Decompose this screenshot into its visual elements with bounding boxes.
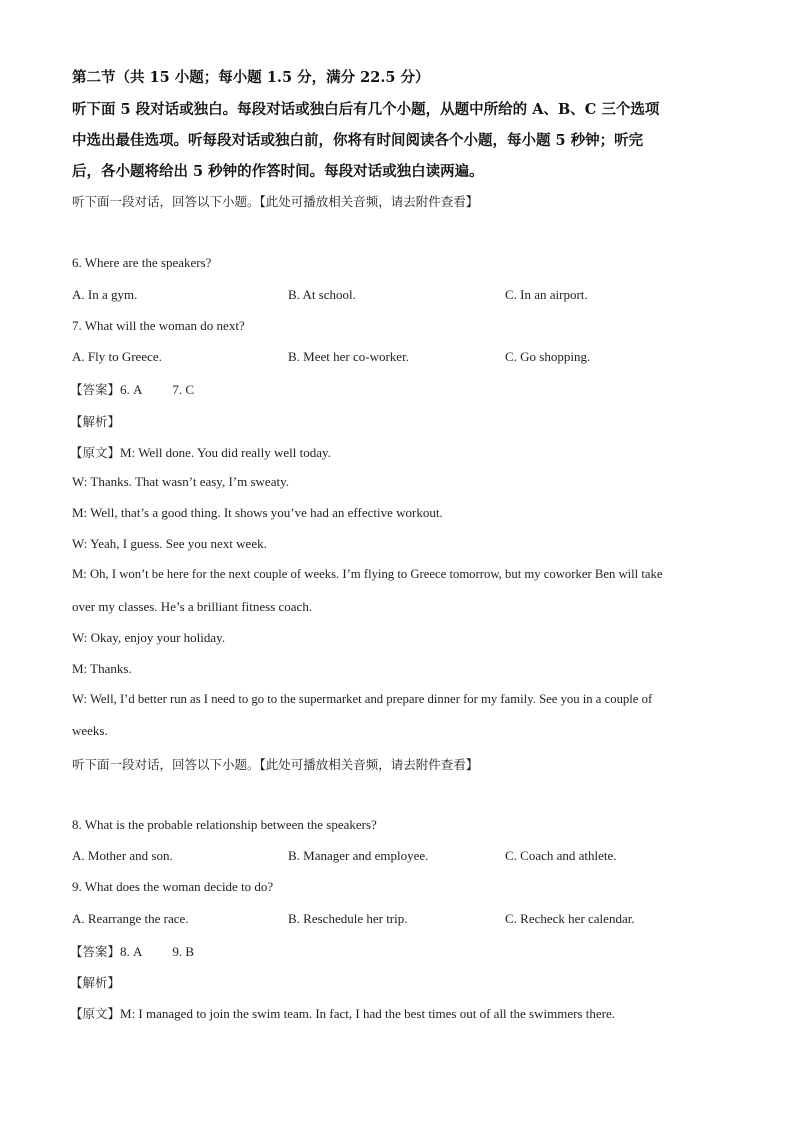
listen-prompt-2: 听下面一段对话，回答以下小题。【此处可播放相关音频，请去附件查看】 bbox=[72, 757, 479, 772]
transcript-line-8: M: Thanks. bbox=[72, 661, 132, 676]
question-6-option-c: C. In an airport. bbox=[505, 287, 588, 302]
question-6-stem: 6. Where are the speakers? bbox=[72, 255, 212, 270]
answer-line-2 bbox=[70, 942, 194, 960]
question-9-option-c: C. Recheck her calendar. bbox=[505, 911, 635, 926]
transcript-text: M: Well done. You did really well today. bbox=[120, 445, 331, 460]
question-7-option-a: A. Fly to Greece. bbox=[72, 349, 162, 364]
question-7-option-c: C. Go shopping. bbox=[505, 349, 591, 364]
instructions-line-1: 听下面 5 段对话或独白。每段对话或独白后有几个小题，从题中所给的 A、B、C 三个选项 bbox=[72, 101, 660, 118]
question-8-option-a: A. Mother and son. bbox=[72, 848, 173, 863]
analysis-label-2: 【解析】 bbox=[70, 975, 121, 990]
transcript-line-7: W: Okay, enjoy your holiday. bbox=[72, 630, 226, 645]
answer-8: 8. A bbox=[120, 944, 143, 959]
section-heading: 第二节（共 15 小题；每小题 1.5 分，满分 22.5 分） bbox=[72, 69, 430, 86]
transcript-line-9: W: Well, I’d better run as I need to go to the supermarket and prepare dinner for my family. See you in a couple of bbox=[72, 692, 653, 706]
question-8-option-c: C. Coach and athlete. bbox=[505, 848, 617, 863]
question-9-stem: 9. What does the woman decide to do? bbox=[72, 879, 274, 894]
transcript-2-line-1 bbox=[70, 1004, 615, 1022]
question-7-stem: 7. What will the woman do next? bbox=[72, 318, 245, 333]
question-8-option-b: B. Manager and employee. bbox=[288, 848, 429, 863]
answer-label: 【答案】 bbox=[70, 382, 121, 397]
transcript-line-10: weeks. bbox=[72, 723, 108, 738]
transcript-line-2: W: Thanks. That wasn’t easy, I’m sweaty. bbox=[72, 474, 289, 489]
transcript-line-1 bbox=[70, 443, 331, 461]
transcript-text: M: I managed to join the swim team. In fact, I had the best times out of all the swimmers there. bbox=[120, 1006, 615, 1021]
transcript-line-3: M: Well, that’s a good thing. It shows you’ve had an effective workout. bbox=[72, 505, 443, 520]
answer-line-1 bbox=[70, 380, 194, 398]
original-label: 【原文】 bbox=[70, 445, 121, 460]
question-9-option-b: B. Reschedule her trip. bbox=[288, 911, 408, 926]
instructions-line-3: 后，各小题将给出 5 秒钟的作答时间。每段对话或独白读两遍。 bbox=[72, 163, 484, 180]
question-7-option-b: B. Meet her co-worker. bbox=[288, 349, 409, 364]
transcript-line-4: W: Yeah, I guess. See you next week. bbox=[72, 536, 267, 551]
question-8-stem: 8. What is the probable relationship between the speakers? bbox=[72, 817, 377, 832]
original-label: 【原文】 bbox=[70, 1006, 121, 1021]
transcript-line-5: M: Oh, I won’t be here for the next couple of weeks. I’m flying to Greece tomorrow, but my coworker Ben will take bbox=[72, 567, 663, 581]
answer-label: 【答案】 bbox=[70, 944, 121, 959]
question-6-option-b: B. At school. bbox=[288, 287, 356, 302]
answer-6: 6. A bbox=[120, 382, 143, 397]
answer-7: 7. C bbox=[172, 382, 195, 397]
question-9-option-a: A. Rearrange the race. bbox=[72, 911, 189, 926]
analysis-label-1: 【解析】 bbox=[70, 414, 121, 429]
transcript-line-6: over my classes. He’s a brilliant fitness coach. bbox=[72, 599, 313, 614]
answer-9: 9. B bbox=[172, 944, 195, 959]
question-6-option-a: A. In a gym. bbox=[72, 287, 138, 302]
listen-prompt-1: 听下面一段对话，回答以下小题。【此处可播放相关音频，请去附件查看】 bbox=[72, 194, 479, 209]
instructions-line-2: 中选出最佳选项。听每段对话或独白前，你将有时间阅读各个小题，每小题 5 秒钟；听完 bbox=[72, 132, 644, 149]
